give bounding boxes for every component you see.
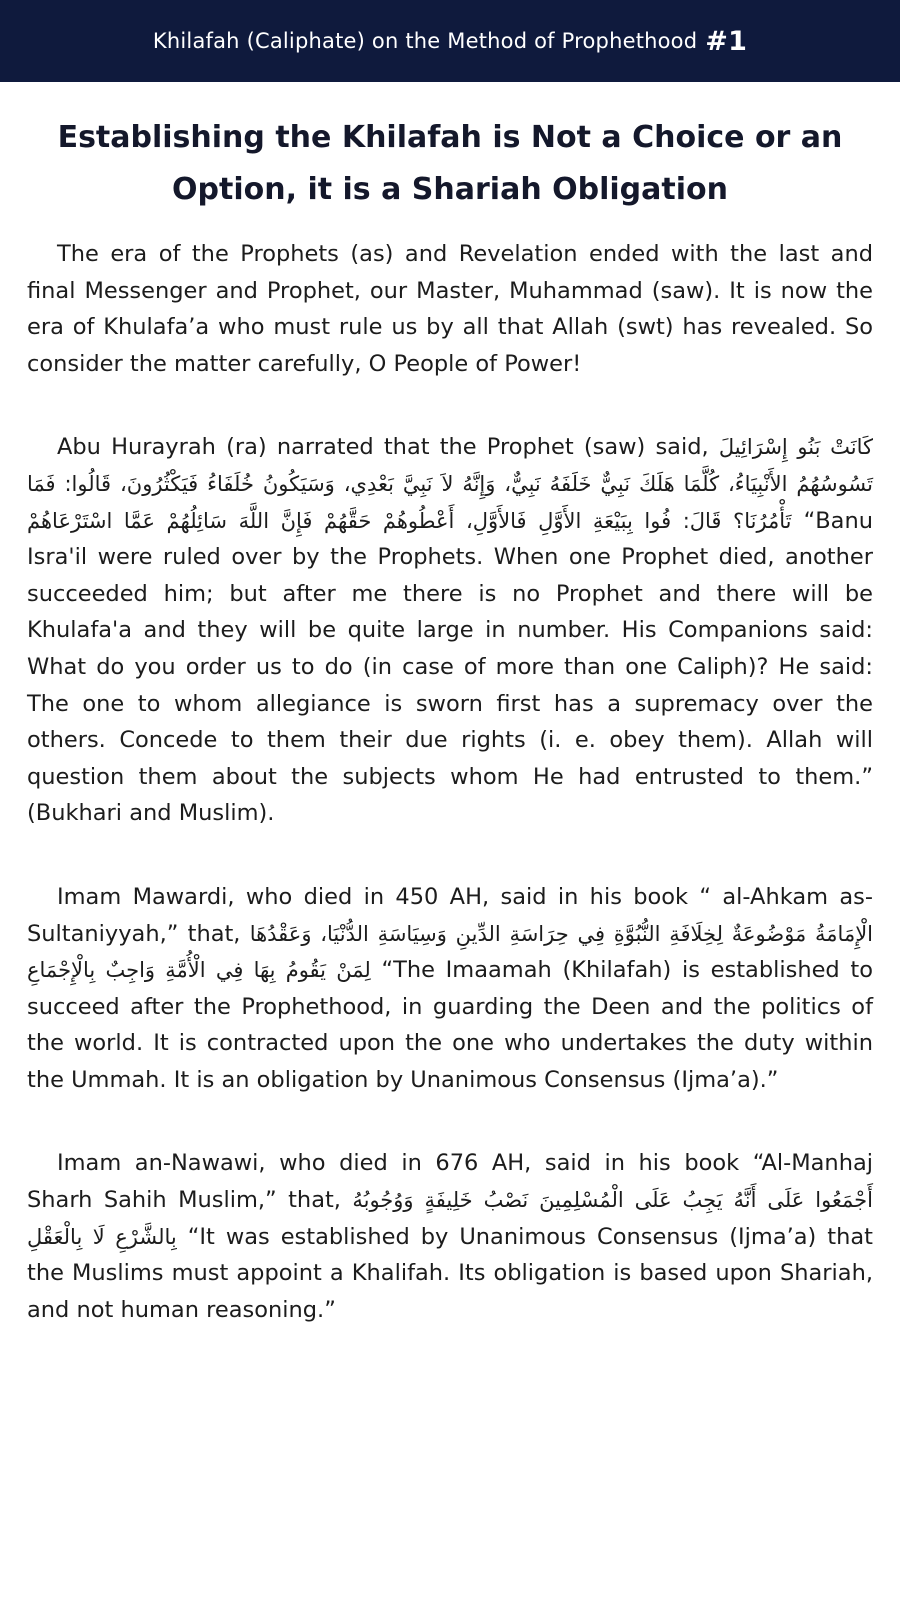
banner-title: Khilafah (Caliphate) on the Method of Prophethood [152,29,698,53]
paragraph-translation: “It was established by Unanimous Consensus (Ijma’a) that the Muslims must appoint a Khalifah. Its obligation is based upon Shariah, and not human reasoning.” [27,1223,873,1323]
page-heading: Establishing the Khilafah is Not a Choice or an Option, it is a Shariah Obligation [57,120,843,207]
paragraph-mawardi [27,879,873,1099]
arabic-quote: الْإِمَامَةُ مَوْضُوعَةٌ لِخِلَافَةِ النُّبُوَّةِ فِي حِرَاسَةِ الدِّينِ وَسِيَاسَةِ الدُّنْيَا، وَعَقْدُهَا لِمَنْ يَقُومُ بِهَا فِي الْأُمَّةِ وَاجِبٌ بِالْإِجْمَاعِ [27,921,874,983]
article-body [27,112,873,1375]
header-banner [0,0,900,82]
paragraph-nawawi [27,1145,873,1328]
paragraph-intro [27,236,873,382]
arabic-quote: كَانَتْ بَنُو إِسْرَائِيلَ تَسُوسُهُمُ الأَنْبِيَاءُ، كُلَّمَا هَلَكَ نَبِيٌّ خَلَفَهُ نَبِيٌّ، وَإِنَّهُ لاَ نَبِيَّ بَعْدِي، وَسَيَكُونُ خُلَفَاءُ فَيَكْثُرُونَ، قَالُوا: فَمَا تَأْمُرُنَا؟ قَالَ: فُوا بِبَيْعَةِ الأَوَّلِ فَالأَوَّلِ، أَعْطُوهُمْ حَقَّهُمْ فَإِنَّ اللَّهَ سَائِلُهُمْ عَمَّا اسْتَرْعَاهُمْ [27,435,873,533]
paragraph-text: The era of the Prophets (as) and Revelation ended with the last and final Messenger and Prophet, our Master, Muhammad (saw). It is now the era of Khulafa’a who must rule us by all that Allah (swt) has revealed. So consider the matter carefully, O People of Power! [27,241,873,377]
paragraph-translation: “Banu Isra'il were ruled over by the Prophets. When one Prophet died, another succeeded him; but after me there is no Prophet and there will be Khulafa'a and they will be quite large in number. His Companions said: What do you order us to do (in case of more than one Caliph)? He said: The one to whom allegiance is sworn first has a supremacy over the others. Concede to them their due rights (i. e. obey them). Allah will question them about the subjects whom He had entrusted to them.” (Bukhari and Muslim). [27,507,873,827]
paragraph-text: Imam an-Nawawi, who died in 676 AH, said in his book “Al-Manhaj Sharh Sahih Muslim,” that, [27,1150,873,1214]
paragraph-translation: “The Imaamah (Khilafah) is established to succeed after the Prophethood, in guarding the Deen and the politics of the world. It is contracted upon the one who undertakes the duty within the Ummah. It is an obligation by Unanimous Consensus (Ijma’a).” [27,957,873,1093]
arabic-quote: أَجْمَعُوا عَلَى أَنَّهُ يَجِبُ عَلَى الْمُسْلِمِينَ نَصْبُ خَلِيفَةٍ وَوُجُوبُهُ بِالشَّرْعِ لَا بِالْعَقْلِ [27,1188,873,1249]
paragraph-hadith [27,429,873,832]
banner-number: #1 [705,25,748,57]
paragraph-text: Imam Mawardi, who died in 450 AH, said in his book “ al-Ahkam as-Sultaniyyah,” that, [27,883,873,947]
paragraph-text: Abu Hurayrah (ra) narrated that the Prophet (saw) said, [57,434,719,461]
